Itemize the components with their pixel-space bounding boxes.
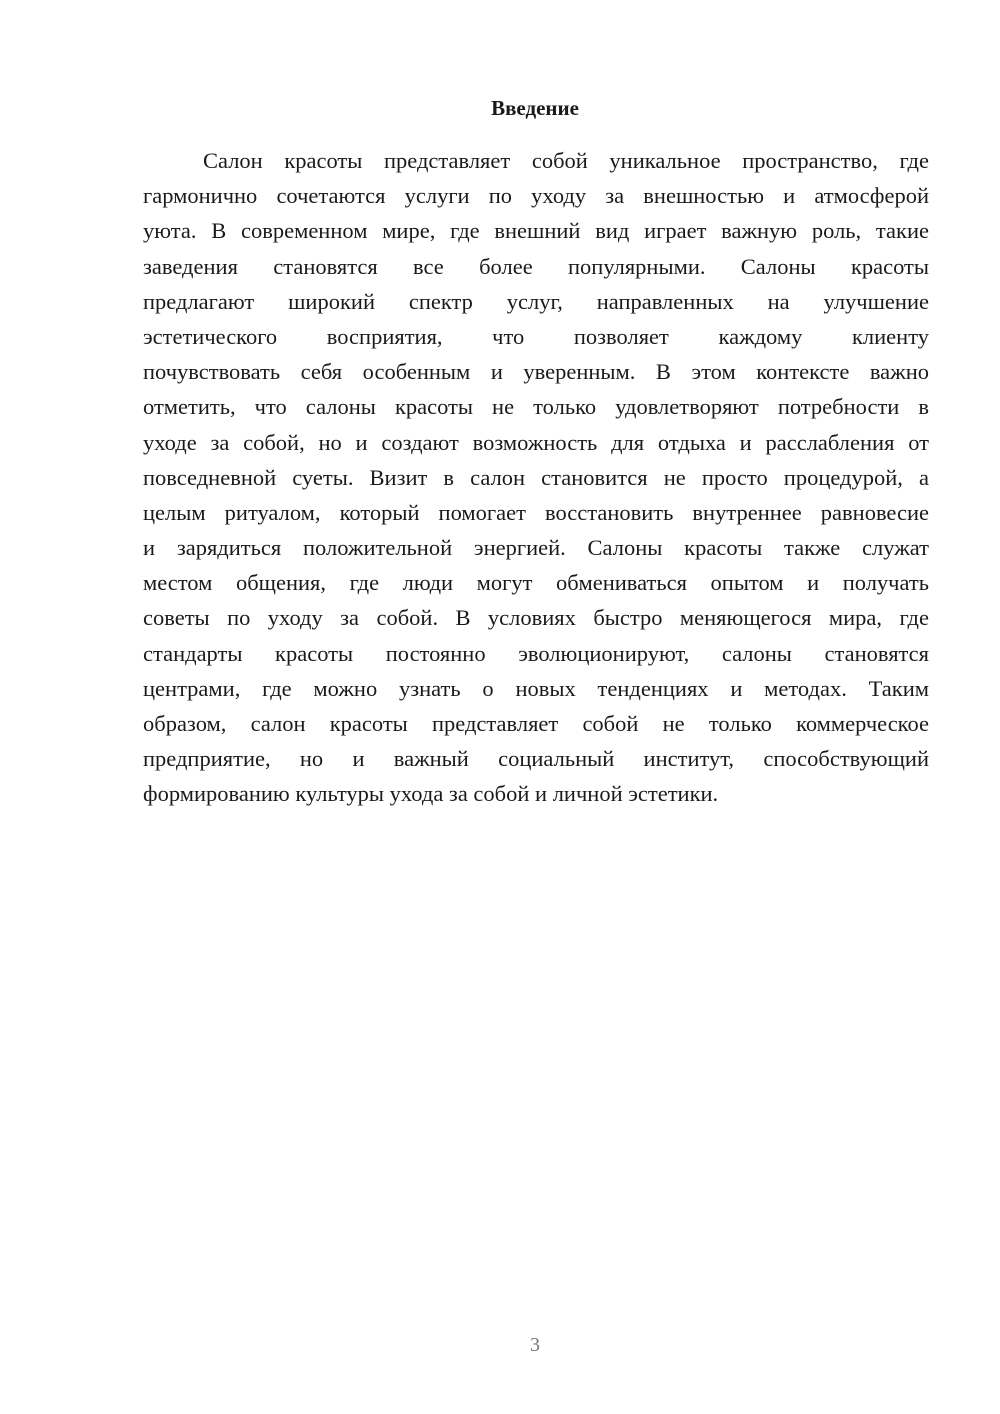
paragraph-line: почувствовать себя особенным и уверенным. В этом контексте важно — [143, 359, 929, 385]
paragraph-line: формированию культуры ухода за собой и личной эстетики. — [143, 781, 719, 807]
paragraph-line: предлагают широкий спектр услуг, направленных на улучшение — [143, 288, 929, 314]
paragraph-line: эстетического восприятия, что позволяет каждому клиенту — [143, 323, 929, 349]
paragraph-line: образом, салон красоты представляет собой не только коммерческое — [143, 711, 929, 736]
paragraph-line: Салон красоты представляет собой уникальное пространство, где — [203, 148, 929, 173]
paragraph-line: местом общения, где люди могут обмениваться опытом и получать — [143, 570, 929, 596]
section-heading: Введение — [491, 96, 579, 120]
paragraph-line: отметить, что салоны красоты не только удовлетворяют потребности в — [143, 394, 929, 420]
body-paragraph — [143, 143, 929, 812]
paragraph-line: предприятие, но и важный социальный институт, способствующий — [143, 746, 929, 772]
paragraph-line: гармонично сочетаются услуги по уходу за внешностью и атмосферой — [143, 183, 929, 209]
paragraph-line: целым ритуалом, который помогает восстановить внутреннее равновесие — [143, 499, 929, 525]
paragraph-line: стандарты красоты постоянно эволюционируют, салоны становятся — [143, 640, 929, 666]
paragraph-line: уходе за собой, но и создают возможность для отдыха и расслабления от — [143, 429, 929, 455]
paragraph-line: уюта. В современном мире, где внешний вид играет важную роль, такие — [143, 218, 929, 244]
paragraph-line: советы по уходу за собой. В условиях быстро меняющегося мира, где — [143, 605, 929, 631]
paragraph-line: заведения становятся все более популярными. Салоны красоты — [143, 253, 929, 279]
paragraph-line: повседневной суеты. Визит в салон становится не просто процедурой, а — [143, 464, 929, 490]
paragraph-line: центрами, где можно узнать о новых тенденциях и методах. Таким — [143, 675, 929, 701]
paragraph-line: и зарядиться положительной энергией. Салоны красоты также служат — [143, 535, 929, 561]
page-number: 3 — [530, 1334, 540, 1356]
